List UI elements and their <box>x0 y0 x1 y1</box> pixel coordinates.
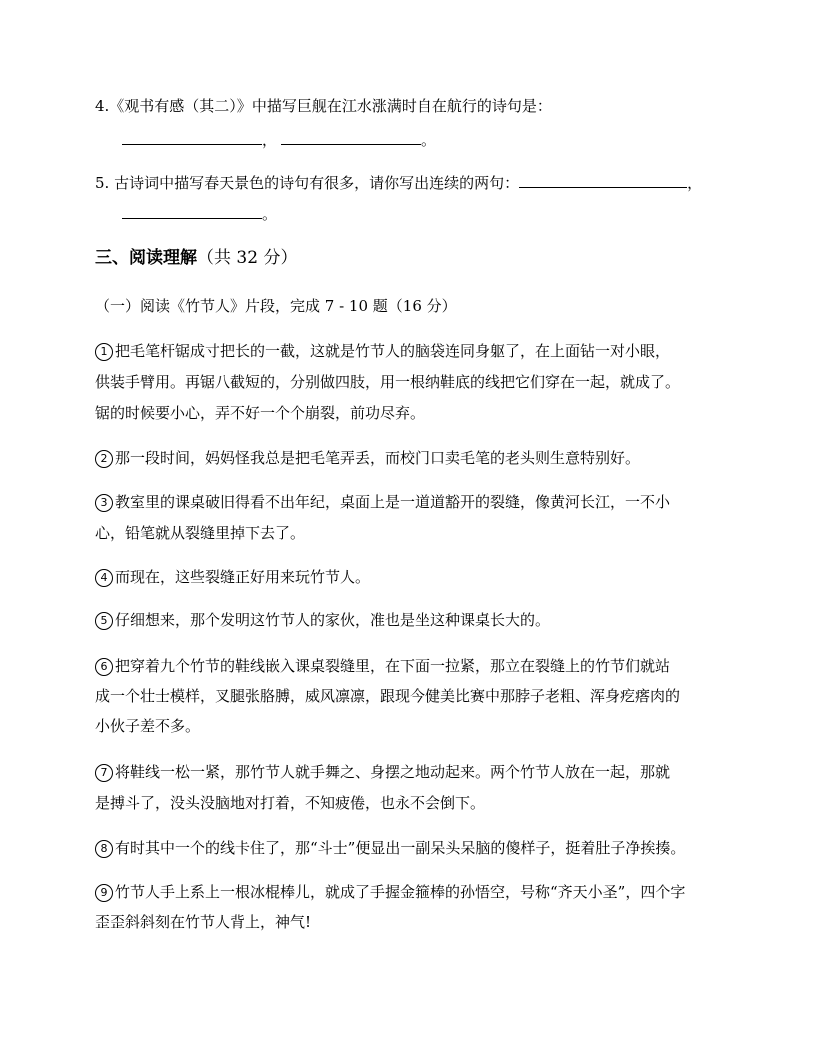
paragraph-number: 3 <box>95 494 113 512</box>
question-5-answer-line: 。 <box>122 204 277 224</box>
section-score: （共 32 分） <box>197 248 298 268</box>
question-5: 5. 古诗词中描写春天景色的诗句有很多，请你写出连续的两句： ， <box>95 174 703 192</box>
paragraph-number: 6 <box>95 658 113 676</box>
paragraph-7: 7 将鞋线一松一紧，那竹节人就手舞之、身摆之地动起来。两个竹节人放在一起，那就 <box>95 762 670 782</box>
paragraph-number: 9 <box>95 884 113 902</box>
paragraph-number: 5 <box>95 612 113 630</box>
paragraph-2: 2 那一段时间，妈妈怪我总是把毛笔弄丢，而校门口卖毛笔的老头则生意特别好。 <box>95 448 640 468</box>
paragraph-9-line-2: 歪歪斜斜刻在竹节人背上，神气! <box>95 913 312 931</box>
answer-blank[interactable] <box>122 204 262 219</box>
paragraph-number: 4 <box>95 569 113 587</box>
paragraph-number: 8 <box>95 840 113 858</box>
paragraph-7-line-2: 是搏斗了，没头没脑地对打着，不知疲倦，也永不会倒下。 <box>95 794 486 812</box>
paragraph-1-line-3: 锯的时候要小心，弄不好一个个崩裂，前功尽弃。 <box>95 404 426 422</box>
part-intro: （一）阅读《竹节人》片段，完成 7 - 10 题（16 分） <box>95 297 457 315</box>
paragraph-number: 7 <box>95 764 113 782</box>
section-heading <box>95 248 297 268</box>
question-4-answer-line: ， 。 <box>122 130 436 150</box>
answer-blank[interactable] <box>519 173 687 188</box>
answer-blank[interactable] <box>281 130 421 145</box>
question-4 <box>95 96 552 116</box>
paragraph-6: 6 把穿着九个竹节的鞋线嵌入课桌裂缝里，在下面一拉紧，那立在裂缝上的竹节们就站 <box>95 656 670 676</box>
question-4-text: 4.《观书有感（其二）》中描写巨舰在江水涨满时自在航行的诗句是： <box>95 97 552 115</box>
paragraph-8: 8 有时其中一个的线卡住了，那“斗士”便显出一副呆头呆脑的傻样子，挺着肚子净挨揍。 <box>95 838 685 858</box>
paragraph-6-line-3: 小伙子差不多。 <box>95 717 201 735</box>
paragraph-3: 3 教室里的课桌破旧得看不出年纪，桌面上是一道道豁开的裂缝，像黄河长江，一不小 <box>95 492 670 512</box>
section-title: 三、阅读理解 <box>95 248 197 268</box>
paragraph-6-line-2: 成一个壮士模样，叉腿张胳膊，威风凛凛，跟现今健美比赛中那脖子老粗、浑身疙瘩肉的 <box>95 687 681 705</box>
paragraph-3-line-2: 心，铅笔就从裂缝里掉下去了。 <box>95 524 306 542</box>
paragraph-number: 1 <box>95 343 113 361</box>
paragraph-1: 1 把毛笔杆锯成寸把长的一截，这就是竹节人的脑袋连同身躯了，在上面钻一对小眼， <box>95 341 670 361</box>
paragraph-9: 9 竹节人手上系上一根冰棍棒儿，就成了手握金箍棒的孙悟空，号称“齐天小圣”，四个字 <box>95 882 685 902</box>
paragraph-1-line-2: 供装手臂用。再锯八截短的，分别做四肢，用一根纳鞋底的线把它们穿在一起，就成了。 <box>95 373 681 391</box>
question-5-text: 5. 古诗词中描写春天景色的诗句有很多，请你写出连续的两句： <box>95 174 520 192</box>
paragraph-number: 2 <box>95 450 113 468</box>
paragraph-4: 4 而现在，这些裂缝正好用来玩竹节人。 <box>95 567 370 587</box>
paragraph-5: 5 仔细想来，那个发明这竹节人的家伙，准也是坐这种课桌长大的。 <box>95 610 550 630</box>
answer-blank[interactable] <box>122 130 262 145</box>
